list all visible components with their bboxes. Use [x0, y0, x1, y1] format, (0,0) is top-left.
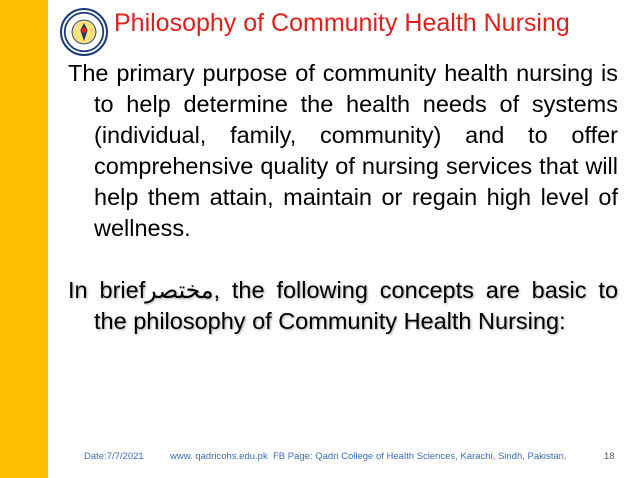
slide-footer: [0, 451, 638, 467]
college-seal-icon: [62, 10, 106, 54]
college-logo: [60, 8, 108, 56]
page-number: 18: [604, 451, 615, 462]
concepts-intro-paragraph: [68, 275, 618, 337]
purpose-paragraph: The primary purpose of community health nursing is to help determine the health needs of systems (individual, family, community) and to offer comprehensive quality of nursing services that will help them attain, maintain or regain high level of wellness.: [68, 60, 618, 241]
concepts-intro-rest: , the following concepts are basic to the philosophy of Community Health Nursing:: [94, 277, 619, 334]
slide-body: [68, 58, 618, 337]
urdu-word: مختصر: [145, 277, 214, 303]
footer-fb-page: FB Page: Qadri College of Health Sciences, Karachi, Sindh, Pakistan.: [273, 451, 567, 462]
footer-date: Date:7/7/2021: [84, 451, 144, 462]
in-brief-text: In brief: [68, 277, 146, 303]
footer-website: www. qadricohs.edu.pk: [170, 451, 268, 462]
left-accent-bar: [0, 0, 48, 478]
slide-title: Philosophy of Community Health Nursing: [114, 9, 570, 37]
